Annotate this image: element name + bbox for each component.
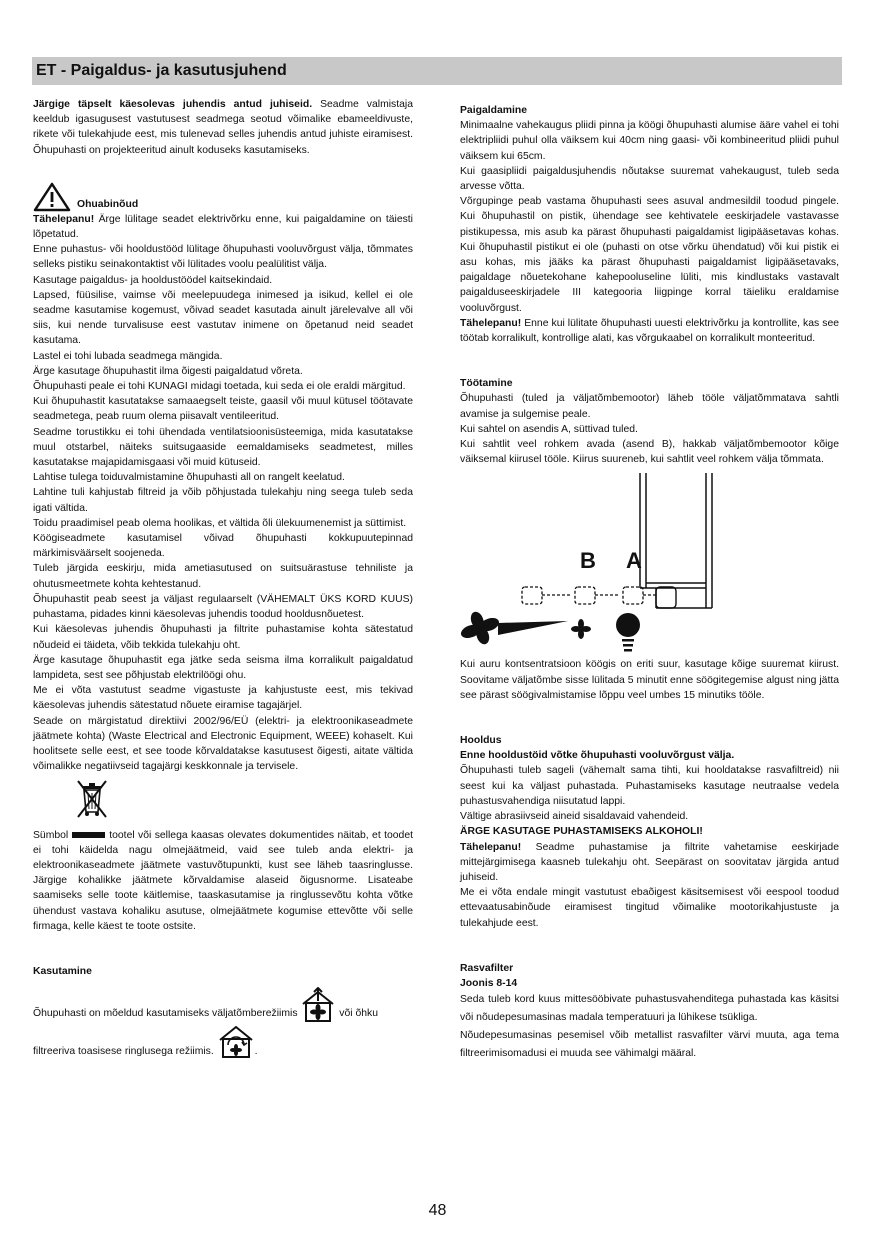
left-column (33, 97, 413, 1059)
operation-paragraph: Õhupuhasti (tuled ja väljatõmbemootor) läheb tööle väljatõmmatava sahtli avamise ja sulgemise peale. (460, 393, 839, 420)
right-column (460, 103, 839, 1063)
position-a-label: A (626, 548, 642, 574)
safety-paragraph: Kui õhupuhastit kasutatakse samaaegselt teiste, gaasil või muul kütusel töötavate seadmetega, peab ruum olema piisavalt ventileeritud. (33, 396, 413, 423)
symbol-pre: Sümbol (33, 829, 69, 841)
symbol-post: tootel või sellega kaasas olevates dokumentides näitab, et toodet ei tohi käidelda nagu olmejäätmeid, vaid see tuleb anda elektri- ja elektroonikaseadmete jäätmete vastuvõtupunkti, kust see läheb taasringlusse. Järgige kohalikke jäätmete kõrvaldamise alaseid õigusnorme. Lisateabe saamiseks selle toote käitlemise, taaskasutamise ja ringlussevõtu kohta võtke ühendust vastava kohaliku asutuse, olmejäätmete kogumise ettevõtte või selle firmaga, kelle käest te toote ostsite. (33, 829, 413, 932)
intro-bold: Järgige täpselt käesolevas juhendis antud juhiseid. (33, 99, 313, 110)
usage-text-b: või õhku (339, 1008, 378, 1020)
grease-filter-paragraph: Seda tuleb kord kuus mittesööbivate puhastusvahenditega puhastada kas käsitsi või nõudepesumasinas madala temperatuuri ja lühikese tsükliga. (460, 994, 839, 1024)
intro-paragraph (33, 97, 413, 158)
usage-text-a: Õhupuhasti on mõeldud kasutamiseks väljatõmberežiimis (33, 1008, 298, 1020)
weee-symbol (75, 778, 413, 825)
operation-paragraph: Kui sahtlit veel rohkem avada (asend B), hakkab väljatõmbemootor kõige väiksemal kiirusel tööle. Kiirus suureneb, kui sahtlit veel rohkem välja tõmmata. (460, 439, 839, 466)
section-header (32, 57, 842, 85)
safety-paragraph: Tuleb järgida eeskirju, mida ametiasutused on suitsuärastuse tehniliste ja ohutusmeetmete kohta kehtestanud. (33, 563, 413, 590)
warning-triangle-icon (33, 182, 71, 212)
maintenance-heading: Hooldus (460, 735, 502, 747)
maintenance-attention (460, 840, 839, 886)
install-heading: Paigaldamine (460, 105, 527, 116)
grease-filter-figure-ref: Joonis 8-14 (460, 977, 518, 989)
safety-paragraph: Lahtise tulega toiduvalmistamine õhupuhasti all on rangelt keelatud. (33, 472, 345, 484)
safety-paragraph: Lapsed, füüsilise, vaimse või meelepuudega inimesed ja isikud, kellel ei ole seadme kasutamise kogemust, võivad seadet kasutada ainult järelevalve all või siis, kui nende turvalisuse eest vastutav inimene on õpetanud neid seadet kasutama. (33, 289, 413, 347)
attention-text: Ärge lülitage seadet elektrivõrku enne, kui paigaldamine on täiesti lõpetatud. (33, 213, 413, 241)
symbol-paragraph (33, 828, 413, 934)
drawer-diagram-svg (460, 473, 840, 653)
operation-paragraph: Kui sahtel on asendis A, süttivad tuled. (460, 423, 638, 435)
warning-paragraph (33, 212, 413, 242)
warning-heading: Ohuabinõud (77, 198, 139, 210)
weee-paragraph: Seade on märgistatud direktiivi 2002/96/EÜ (elektri- ja elektroonikaseadmete jäätmete kohta) (Waste Electrical and Electronic Equipment, WEEE) kohaselt. Kui hoolitsete selle eest, et see toode kõrvaldatakse kasutusest õigesti, aitate vältida võimalikke negatiivseid tagajärgi keskkonnale ja tervisele. (33, 715, 413, 773)
maintenance-attention-bold: Tähelepanu! (460, 841, 522, 853)
install-attention-bold: Tähelepanu! (460, 317, 522, 329)
safety-paragraph: Lastel ei tohi lubada seadmega mängida. (33, 350, 223, 362)
maintenance-subheading: Enne hooldustöid võtke õhupuhasti vooluvõrgust välja. (460, 750, 735, 762)
fan-icon (460, 610, 501, 646)
safety-paragraph: Kui käesolevas juhendis õhupuhasti ja filtrite puhastamise kohta sätestatud nõudeid ei täideta, võib tekkida tulekahju oht. (33, 624, 413, 651)
grease-filter-paragraph: Nõudepesumasinas pesemisel võib metallist rasvafilter värvi muuta, aga tema filtreerimisomadusi ei muuda see vähimalgi määral. (460, 1030, 839, 1060)
drawer-diagram (460, 473, 840, 653)
safety-paragraph: Toidu praadimisel peab olema hoolikas, et vältida õli ülekuumenemist ja süttimist. (33, 517, 407, 529)
safety-paragraph: Köögiseadmete kasutamisel võivad õhupuhasti kokkupuutepinnad märkimisväärselt soojeneda. (33, 533, 413, 560)
weee-bin-icon (75, 778, 109, 820)
safety-paragraph: Õhupuhastit peab seest ja väljast regulaarselt (VÄHEMALT ÜKS KORD KUUS) puhastama, pidades kinni käesolevas juhendis toodud hooldusnõuetest. (33, 593, 413, 621)
maintenance-paragraph: Õhupuhasti tuleb sageli (vähemalt sama tihti, kui hooldatakse rasvafiltreid) nii seest kui ka väljast puhastada. Puhastamiseks kasutage neutraalse vedela puhastusvahendiga niisutatud lappi. (460, 765, 839, 807)
maintenance-paragraph: Vältige abrasiivseid aineid sisaldavaid vahendeid. (460, 811, 689, 823)
lamp-icon (616, 613, 640, 652)
safety-paragraph: Me ei võta vastutust seadme vigastuste ja kahjustuste eest, mis tekivad käesolevas juhendis sätestatud nõuete eiramise tagajärjel. (33, 685, 413, 712)
install-attention-text: Enne kui lülitate õhupuhasti uuesti elektrivõrku ja kontrollite, kas see töötab korralikult, kontrollige alati, kas võrgukaabel on korralikult monteeritud. (460, 317, 839, 345)
attention-bold: Tähelepanu! (33, 213, 95, 225)
safety-paragraph: Enne puhastus- või hooldustööd lülitage õhupuhasti vooluvõrgust välja, tõmmates selleks pistiku seinakontaktist või lülitades voolu pealülitist välja. (33, 244, 413, 271)
black-bar-symbol (72, 832, 105, 838)
maintenance-attention-text: Seadme puhastamise ja filtrite vahetamise eeskirjade mittejärgimisega kaasneb tulekahju oht. Seepärast on soovitatav järgida antud juhiseid. (460, 841, 839, 883)
safety-paragraph: Lahtine tuli kahjustab filtreid ja võib põhjustada tulekahju ning seega tuleb seda igati vältida. (33, 487, 413, 514)
intro-text: Seadme valmistaja keeldub igasugusest vastutusest seadmega seotud võimalike ebameeldivuste, rikete või tulekahjude eest, mis tulenevad selles juhendis antud juhiste eiramisest. Õhupuhasti on projekteeritud ainult koduseks kasutamiseks. (33, 99, 413, 156)
install-paragraph: Kui gaasipliidi paigaldusjuhendis nõutakse suuremat vahekaugust, tuleb seda arvesse võtta. (460, 165, 839, 193)
safety-paragraph: Kasutage paigaldus- ja hooldustöödel kaitsekindaid. (33, 274, 273, 286)
page-number: 48 (428, 1202, 447, 1219)
install-attention (460, 316, 839, 346)
warning-heading-row (33, 182, 413, 212)
operation-paragraph: Kui auru kontsentratsioon köögis on eriti suur, kasutage kõige suuremat kiirust. Soovitame väljatõmbe sisse lülitada 5 minutit enne söögitegemise algust ning jätta see pärast söögivalmistamise lõppu veel umbes 15 minutiks tööle. (460, 659, 839, 701)
usage-text-d: . (254, 1045, 258, 1057)
install-paragraph: Minimaalne vahekaugus pliidi pinna ja köögi õhupuhasti alumise ääre vahel ei tohi elektripliidi puhul olla väiksem kui 40cm ning gaasi- või kombineeritud pliidi puhul väiksem kui 65cm. (460, 120, 839, 162)
page-title: ET - Paigaldus- ja kasutusjuhend (36, 62, 287, 79)
extraction-house-icon (300, 987, 336, 1023)
recirculation-house-icon (217, 1023, 255, 1059)
safety-paragraph: Õhupuhasti peale ei tohi KUNAGI midagi toetada, kui seda ei ole eraldi märgitud. (33, 381, 406, 393)
usage-line-1 (33, 987, 413, 1023)
safety-paragraph: Ärge kasutage õhupuhastit ega jätke seda seisma ilma korralikult paigaldatud lampideta, sest see põhjustab elektrilöögi ohu. (33, 654, 413, 681)
usage-text-c: filtreeriva toasisese ringlusega režiimis. (33, 1045, 214, 1057)
usage-heading: Kasutamine (33, 965, 92, 977)
grease-filter-heading: Rasvafilter (460, 962, 514, 974)
usage-line-2 (33, 1023, 413, 1059)
maintenance-warning: ÄRGE KASUTAGE PUHASTAMISEKS ALKOHOLI! (460, 826, 703, 838)
safety-paragraph: Seadme torustikku ei tohi ühendada ventilatsioonisüsteemiga, mida kasutatakse muul otstarbel, näiteks suitsugaaside eemaldamiseks seadmetest, milles kasutatakse majapidamisgaasi või muid kütuseid. (33, 426, 413, 469)
safety-paragraph: Ärge kasutage õhupuhastit ilma õigesti paigaldatud võreta. (33, 365, 303, 377)
position-b-label: B (580, 548, 596, 574)
install-paragraph: Võrgupinge peab vastama õhupuhasti sees asuval andmesildil toodud pingele. Kui õhupuhastil on pistik, ühendage see kehtivatele eeskirjadele vastavasse pistikupessa, mis asub ka pärast õhupuhasti paigaldamist ligipääsetavas kohas. Kui õhupuhastil pistikut ei ole (puhasti on otse võrku ühendatud) või kui pistik ei asu kohas, mis jääks ka pärast õhupuhasti paigaldamist ligipääsetavaks, paigaldage nõuetekohane kahepooluseline lüliti, mis kindlustaks vastavalt paigalduseeskirjadele III kategooria liigpinge korral täieliku eraldamise vooluvõrgust. (460, 196, 839, 314)
operation-heading: Töötamine (460, 378, 513, 390)
maintenance-paragraph: Me ei võta endale mingit vastutust ebaõigest käsitsemisest või eespool toodud ettevaatusabinõude eiramisest tingitud võimalike mootorikahjustuste ja tulekahjude eest. (460, 887, 839, 929)
